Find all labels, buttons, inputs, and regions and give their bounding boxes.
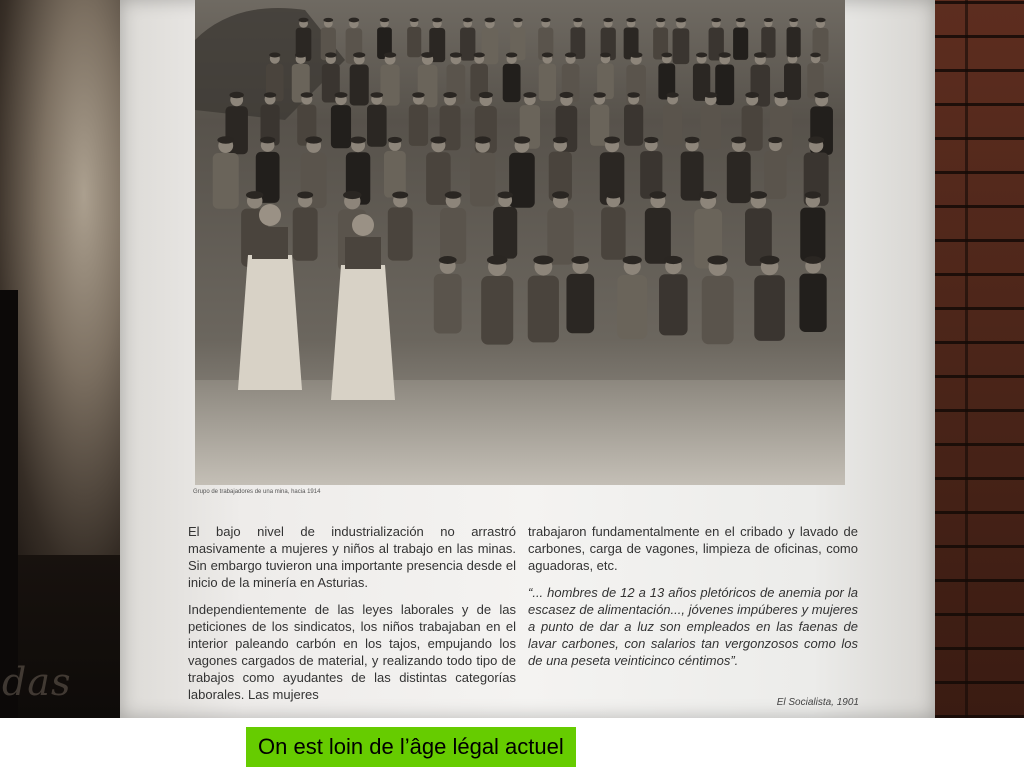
miner-figure-cap (305, 136, 322, 143)
miner-figure-cap (600, 53, 611, 58)
miner-figure-body (409, 105, 428, 146)
miner-figure-body (617, 275, 647, 339)
miner-figure-cap (666, 92, 678, 97)
woman-apron-figure (331, 265, 395, 400)
miner-figure-cap (474, 52, 485, 57)
article-quote: “... hombres de 12 a 13 años pletóricos de anemia por la escasez de alimentación..., jóvenes impúberes y mujeres a punto de dar a luz son empleados en las faenas de lavar carbones, con salarios tan vergonzosos como los de una peseta veinticinco céntimos”. (528, 585, 858, 668)
miner-figure-cap (696, 53, 707, 58)
miner-figure-cap (410, 18, 419, 22)
miner-figure-cap (421, 52, 434, 58)
miner-figure-cap (593, 92, 605, 97)
miner-figure-cap (565, 52, 576, 57)
miner-figure-body (434, 274, 462, 334)
miner-figure-cap (297, 191, 313, 198)
miner-figure-body (754, 275, 785, 341)
miner-figure-cap (269, 52, 280, 57)
miner-figure-body (407, 27, 421, 57)
woman-torso (345, 237, 381, 269)
miner-figure-cap (343, 191, 361, 199)
miner-figure-body (293, 207, 318, 260)
miner-figure-cap (479, 92, 493, 98)
miner-figure-cap (513, 18, 523, 22)
miner-figure-cap (745, 92, 759, 98)
miner-figure-cap (432, 18, 442, 23)
miner-figure-cap (707, 255, 727, 264)
miner-figure-body (503, 64, 521, 102)
left-blurred-exhibit (0, 0, 140, 555)
photo-caption: Grupo de trabajadores de una mina, hacia 1914 (193, 489, 321, 495)
miner-figure-body (715, 64, 734, 105)
miner-figure-cap (656, 18, 666, 22)
left-exhibit-caption: das (2, 660, 72, 704)
miner-figure-cap (661, 53, 672, 58)
miner-figure-cap (804, 256, 822, 264)
miner-figure-cap (750, 191, 767, 199)
article-right-column (528, 523, 858, 679)
miner-figure-cap (623, 256, 642, 265)
miner-figure-cap (514, 136, 530, 143)
miner-figure-cap (450, 52, 462, 57)
miner-figure-body (539, 64, 556, 101)
miner-figure-body (380, 65, 399, 106)
miner-figure-cap (553, 137, 568, 144)
miner-figure-body (384, 151, 406, 198)
miner-figure-body (702, 276, 734, 344)
woman-apron-figure (238, 255, 302, 390)
miner-figure-cap (349, 18, 360, 23)
miner-figure-cap (699, 191, 717, 199)
miner-figure-cap (353, 52, 365, 57)
miner-figure-body (645, 208, 671, 264)
miner-figure-body (509, 153, 535, 208)
miner-figure-body (764, 151, 786, 199)
miner-figure-body (388, 207, 413, 260)
miner-figure-cap (559, 92, 573, 98)
miner-figure-cap (484, 18, 495, 23)
miner-figure-body (700, 105, 720, 149)
miner-figure-body (681, 151, 704, 200)
miner-figure-body (528, 276, 559, 343)
miner-figure-body (624, 105, 643, 146)
miner-figure-cap (664, 256, 682, 264)
miner-figure-cap (731, 137, 746, 144)
miner-figure-cap (533, 256, 553, 265)
miner-figure-cap (814, 92, 829, 98)
miner-figure-body (800, 208, 825, 262)
miner-figure-cap (573, 18, 582, 22)
miner-figure-cap (380, 18, 389, 22)
miner-figure-cap (299, 18, 309, 22)
miner-figure-cap (217, 136, 234, 143)
article-paragraph-3: trabajaron fundamentalmente en el cribado y lavado de carbones, carga de vagones, limpieza de oficinas, como aguadoras, etc. (528, 524, 858, 573)
miner-figure-cap (335, 92, 348, 98)
miner-figure-cap (760, 256, 780, 265)
miner-figure-cap (626, 18, 636, 22)
miner-figure-cap (392, 191, 408, 198)
miner-figure-cap (787, 53, 798, 58)
miner-figure-cap (603, 18, 613, 22)
miner-figure-cap (552, 191, 569, 199)
miner-figure-body (460, 28, 475, 61)
miner-figure-cap (445, 191, 462, 198)
article-paragraph-1: El bajo nivel de industrialización no arrastró masivamente a mujeres y niños al trabajo en las minas. Sin embargo tuvieron una importante presencia desde el inicio de la minería en Asturias. (188, 524, 516, 590)
historical-miners-photo (195, 0, 845, 485)
miner-figure-cap (246, 191, 263, 199)
miner-figure-cap (542, 53, 553, 58)
miner-figure-body (727, 152, 751, 203)
miner-figure-cap (443, 92, 456, 98)
miner-figure-cap (487, 255, 508, 264)
miner-figure-body (481, 276, 513, 345)
miner-figure-cap (439, 256, 457, 264)
miner-figure-cap (264, 92, 276, 97)
miner-figure-cap (541, 18, 551, 22)
miner-figure-cap (506, 52, 517, 57)
miner-figure-body (213, 153, 239, 209)
miner-figure-cap (412, 92, 424, 98)
miner-figure-cap (768, 137, 782, 143)
miner-figure-cap (764, 18, 773, 22)
miner-figure-cap (384, 52, 396, 57)
miner-figure-cap (430, 136, 446, 143)
miner-figure-cap (604, 136, 620, 143)
miner-figure-cap (606, 192, 622, 199)
left-exhibit-frame (0, 290, 18, 718)
miner-figure-cap (475, 136, 491, 143)
miner-figure-cap (805, 191, 821, 198)
miner-figure-cap (301, 92, 313, 97)
miner-figure-cap (808, 136, 824, 143)
miner-figure-body (470, 153, 495, 207)
miner-figure-cap (523, 92, 536, 98)
miner-figure-cap (571, 256, 589, 264)
miner-figure-cap (323, 18, 333, 22)
miner-figure-body (331, 105, 351, 148)
article-paragraph-2: Independientemente de las leyes laborales y de las peticiones de los sindicatos, los niños trabajaban en el interior paleando carbón en los tajos, empujando los vagones cargados de material, y realizando todo tipo de trabajos como ayudantes de las distintas categorías laborales. Las mujeres (188, 602, 516, 702)
miner-figure-cap (719, 52, 731, 57)
miner-figure-cap (388, 137, 402, 143)
miner-figure-cap (774, 92, 789, 98)
miner-figure-body (659, 274, 688, 335)
miner-figure-body (493, 207, 517, 259)
miner-figure-body (350, 65, 369, 106)
miner-figure-body (367, 105, 387, 147)
miner-figure-cap (685, 137, 700, 144)
miner-figure-cap (627, 92, 639, 97)
miner-figure-cap (815, 18, 825, 23)
miner-figure-cap (497, 192, 512, 199)
miner-figure-cap (704, 92, 717, 98)
article-left-column (188, 523, 516, 713)
miner-figure-cap (649, 191, 666, 198)
miner-figure-cap (463, 18, 473, 22)
miner-figure-body (673, 28, 690, 64)
miner-figure-body (547, 208, 573, 265)
miner-figure-cap (644, 137, 658, 143)
miner-figure-cap (350, 137, 366, 144)
woman-head (259, 204, 281, 226)
subtitle-banner: On est loin de l’âge légal actuel (246, 727, 576, 767)
miner-figure-cap (789, 18, 798, 22)
miner-figure-cap (736, 18, 746, 22)
miner-figure-body (799, 274, 826, 332)
quote-attribution: El Socialista, 1901 (776, 697, 859, 708)
miner-figure-cap (295, 52, 307, 57)
miner-figure-cap (260, 137, 275, 144)
miner-figure-body (566, 274, 594, 333)
miner-figure-body (733, 28, 748, 60)
miner-figure-body (601, 207, 625, 259)
miner-figure-cap (229, 92, 243, 98)
woman-head (352, 214, 374, 236)
miner-figure-cap (754, 52, 767, 58)
miner-figure-cap (711, 18, 721, 22)
miner-figure-cap (676, 18, 687, 23)
miner-figure-cap (630, 52, 643, 58)
woman-torso (252, 227, 288, 259)
miner-figure-body (663, 105, 682, 146)
miner-figure-body (440, 208, 466, 264)
miner-figure-cap (371, 92, 384, 98)
miner-figure-cap (810, 53, 821, 58)
miner-figure-cap (325, 52, 337, 57)
